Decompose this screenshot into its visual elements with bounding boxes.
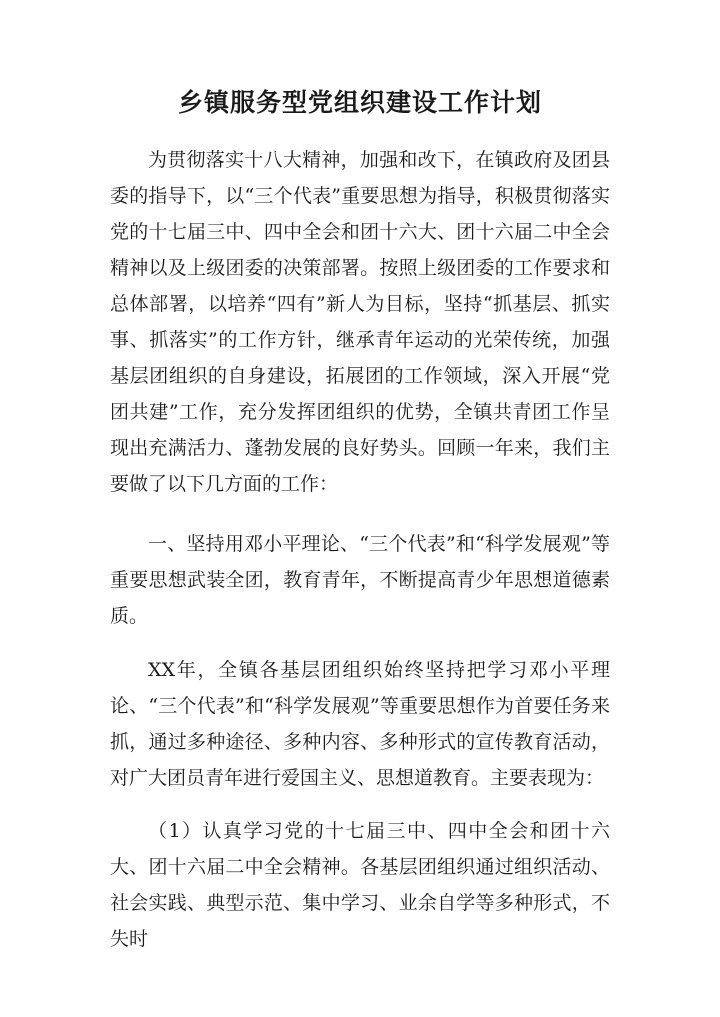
paragraph-item-one: （1）认真学习党的十七届三中、四中全会和团十六大、团十六届二中全会精神。各基层团组织通过组织活动、社会实践、典型示范、集中学习、业余自学等多种形式，不失时 bbox=[110, 820, 610, 950]
paragraph-section-one: 一、坚持用邓小平理论、“三个代表”和“科学发展观”等重要思想武装全团，教育青年，不断提高青少年思想道德素质。 bbox=[110, 533, 610, 627]
document-title: 乡镇服务型党组织建设工作计划 bbox=[177, 88, 542, 117]
paragraph-introduction: 为贯彻落实十八大精神，加强和改下，在镇政府及团县委的指导下，以“三个代表”重要思想为指导，积极贯彻落实党的十七届三中、四中全会和团十六大、团十六届二中全会精神以及上级团委的决策部署。按照上级团委的工作要求和总体部署，以培养“四有”新人为目标，坚持“抓基层、抓实事、抓落实”的工作方针，继承青年运动的光荣传统，加强基层团组织的自身建设，拓展团的工作领域，深入开展“党团共建”工作，充分发挥团组织的优势，全镇共青团工作呈现出充满活力、蓬勃发展的良好势头。回顾一年来，我们主要做了以下几方面的工作： bbox=[110, 149, 610, 495]
paragraph-annual-summary: XX年，全镇各基层团组织始终坚持把学习邓小平理论、“三个代表”和“科学发展观”等重要思想作为首要任务来抓，通过多种途径、多种内容、多种形式的宣传教育活动，对广大团员青年进行爱国主义、思想道教育。主要表现为： bbox=[110, 659, 610, 789]
